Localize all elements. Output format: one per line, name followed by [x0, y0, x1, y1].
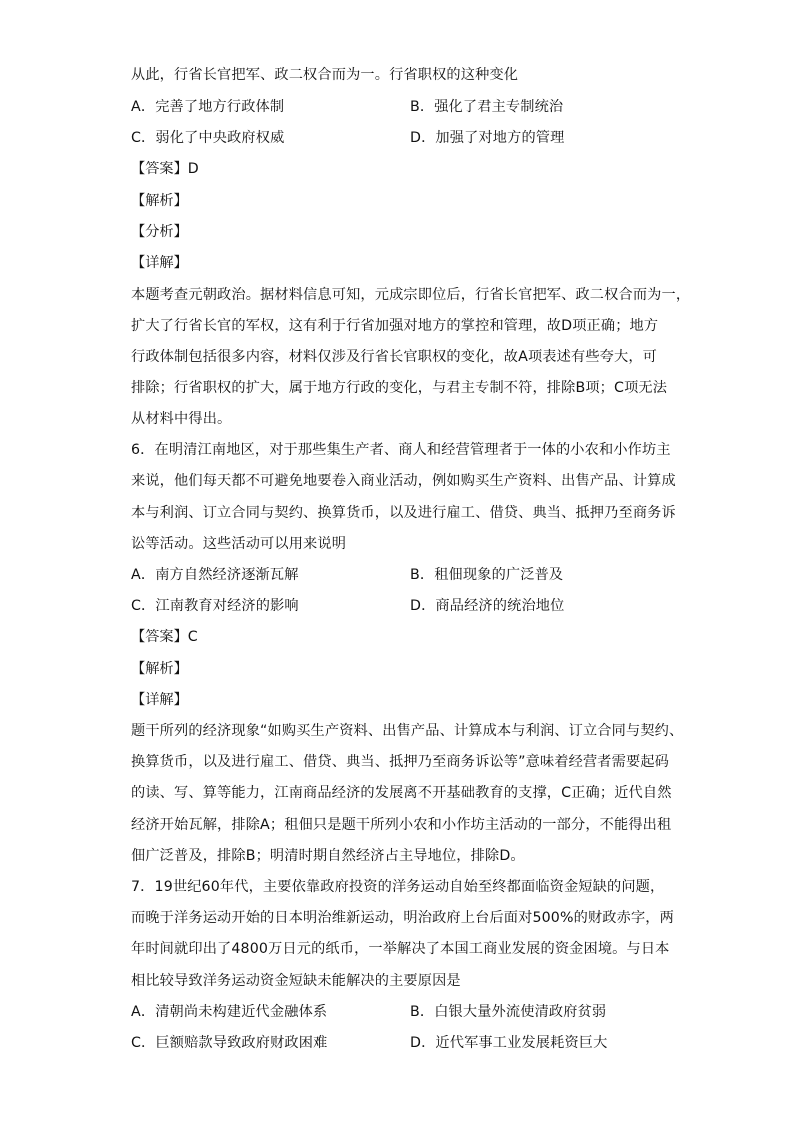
q6-stem-line: 本与利润、订立合同与契约、换算货币，以及进行雇工、借贷、典当、抵押乃至商务诉: [131, 505, 676, 521]
q5-analysis-label: 【解析】: [131, 193, 188, 209]
q5-option-b: B．强化了君主专制统治: [410, 99, 564, 115]
q5-explanation-line: 排除；行省职权的扩大，属于地方行政的变化，与君主专制不符，排除B项；C项无法: [131, 380, 668, 396]
q6-option-d: D．商品经济的统治地位: [410, 598, 565, 614]
q5-option-c: C．弱化了中央政府权威: [131, 130, 285, 146]
q5-option-d: D．加强了对地方的管理: [410, 130, 565, 146]
q6-answer: 【答案】C: [131, 629, 198, 645]
q5-detail-label: 【详解】: [131, 255, 188, 271]
q6-explanation-line: 题干所列的经济现象“如购买生产资料、出售产品、计算成本与利润、订立合同与契约、: [131, 723, 684, 739]
q7-option-b: B．白银大量外流使清政府贫弱: [410, 1004, 607, 1020]
q6-option-c: C．江南教育对经济的影响: [131, 598, 299, 614]
q5-explanation-line: 本题考查元朝政治。据材料信息可知，元成宗即位后，行省长官把军、政二权合而为一，: [131, 287, 691, 303]
q6-explanation-line: 换算货币，以及进行雇工、借贷、典当、抵押乃至商务诉讼等”意味着经营者需要起码: [131, 754, 669, 770]
q7-option-a: A．清朝尚未构建近代金融体系: [131, 1004, 328, 1020]
q6-explanation-line: 经济开始瓦解，排除A；租佃只是题干所列小农和小作坊主活动的一部分，不能得出租: [131, 817, 672, 833]
q5-fenxi-label: 【分析】: [131, 224, 188, 240]
q6-detail-label: 【详解】: [131, 692, 188, 708]
q7-option-d: D．近代军事工业发展耗资巨大: [410, 1035, 608, 1051]
q6-stem-line: 讼等活动。这些活动可以用来说明: [131, 536, 347, 552]
q6-explanation-line: 的读、写、算等能力，江南商品经济的发展离不开基础教育的支撑，C正确；近代自然: [131, 785, 672, 801]
q5-answer: 【答案】D: [131, 161, 199, 177]
q6-stem-line: 来说，他们每天都不可避免地要卷入商业活动，例如购买生产资料、出售产品、计算成: [131, 473, 676, 489]
q7-option-c: C．巨额赔款导致政府财政困难: [131, 1035, 328, 1051]
q6-stem-line: 6．在明清江南地区，对于那些集生产者、商人和经营管理者于一体的小农和小作坊主: [131, 442, 671, 458]
q5-option-a: A．完善了地方行政体制: [131, 99, 285, 115]
q5-explanation-line: 行政体制包括很多内容，材料仅涉及行省长官职权的变化，故A项表述有些夸大，可: [131, 349, 658, 365]
q7-stem-line: 年时间就印出了4800万日元的纸币，一举解决了本国工商业发展的资金困境。与日本: [131, 941, 670, 957]
q5-explanation-line: 扩大了行省长官的军权，这有利于行省加强对地方的掌控和管理，故D项正确；地方: [131, 318, 659, 334]
q7-stem-line: 相比较导致洋务运动资金短缺未能解决的主要原因是: [131, 973, 461, 989]
q7-stem-line: 而晚于洋务运动开始的日本明治维新运动，明治政府上台后面对500%的财政赤字，两: [131, 910, 674, 926]
q5-stem: 从此，行省长官把军、政二权合而为一。行省职权的这种变化: [131, 67, 519, 83]
q6-option-a: A．南方自然经济逐渐瓦解: [131, 567, 299, 583]
q6-option-b: B．租佃现象的广泛普及: [410, 567, 564, 583]
q5-explanation-line: 从材料中得出。: [131, 411, 232, 427]
q7-stem-line: 7．19世纪60年代，主要依靠政府投资的洋务运动自始至终都面临资金短缺的问题，: [131, 879, 665, 895]
q6-explanation-line: 佃广泛普及，排除B；明清时期自然经济占主导地位，排除D。: [131, 848, 525, 864]
q6-analysis-label: 【解析】: [131, 661, 188, 677]
